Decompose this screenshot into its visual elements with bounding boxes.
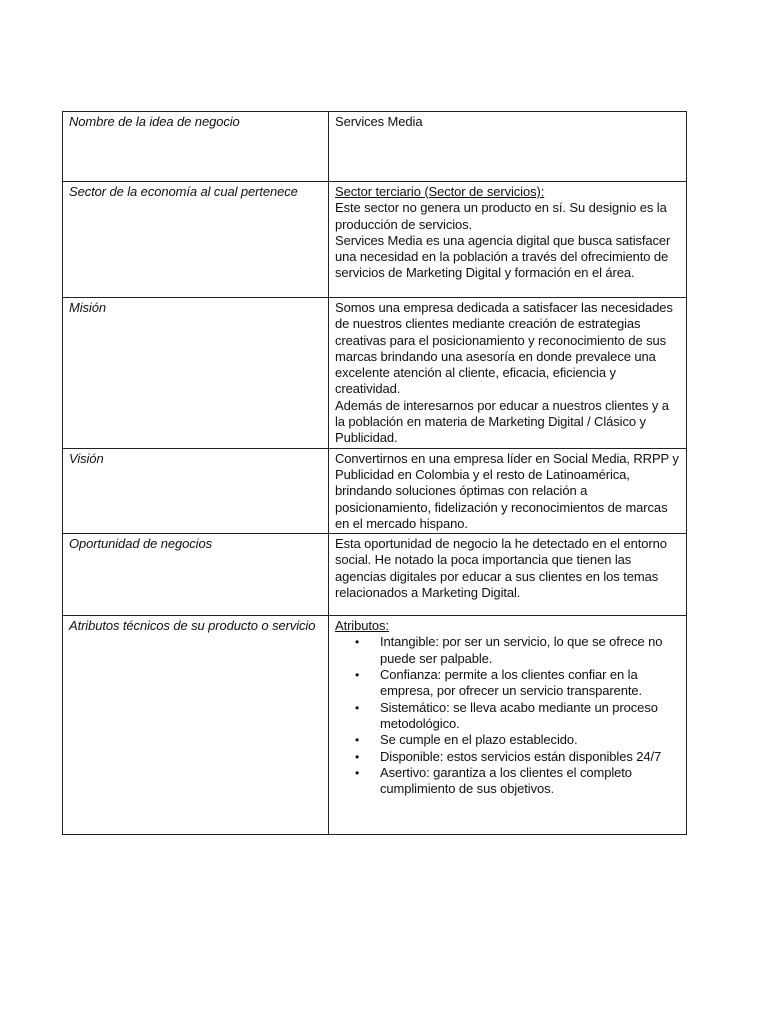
attribute-text: Se cumple en el plazo establecido. bbox=[380, 732, 578, 748]
value-technical-attributes bbox=[329, 616, 687, 835]
attribute-text: Asertivo: garantiza a los clientes el completo cumplimiento de sus objetivos. bbox=[380, 764, 632, 797]
table-row-business-opportunity bbox=[63, 534, 687, 616]
bullet-icon: • bbox=[355, 700, 360, 715]
value-economic-sector bbox=[329, 182, 687, 298]
mission-paragraph-1: Somos una empresa dedicada a satisfacer las necesidades de nuestros clientes mediante creación de estrategias creativas para el posicionamiento y reconocimiento de sus marcas brindando una asesoría en donde prevalece una excelente atención al cliente, eficacia, eficiencia y creatividad. bbox=[335, 300, 673, 397]
attributes-list bbox=[335, 634, 680, 797]
attribute-text: Sistemático: se lleva acabo mediante un proceso metodológico. bbox=[380, 699, 658, 731]
list-item bbox=[355, 764, 680, 798]
value-mission bbox=[329, 298, 687, 449]
value-vision: Convertirnos en una empresa líder en Social Media, RRPP y Publicidad en Colombia y el resto de Latinoamérica, brindando soluciones óptimas con relación a posicionamiento, fidelización y reconocimientos de marcas en el mercado hispano. bbox=[329, 448, 687, 533]
label-vision: Visión bbox=[63, 448, 329, 533]
value-business-name: Services Media bbox=[329, 112, 687, 182]
bullet-icon: • bbox=[355, 749, 360, 764]
list-item bbox=[355, 748, 680, 765]
bullet-icon: • bbox=[355, 733, 360, 748]
table-row-vision bbox=[63, 448, 687, 533]
label-economic-sector: Sector de la economía al cual pertenece bbox=[63, 182, 329, 298]
value-business-opportunity: Esta oportunidad de negocio la he detectado en el entorno social. He notado la poca importancia que tienen las agencias digitales por educar a sus clientes en los temas relacionados a Marketing Digital. bbox=[329, 534, 687, 616]
label-business-opportunity: Oportunidad de negocios bbox=[63, 534, 329, 616]
sector-heading: Sector terciario (Sector de servicios): bbox=[335, 184, 545, 199]
list-item bbox=[355, 732, 680, 748]
table-row-business-name bbox=[63, 112, 687, 182]
mission-paragraph-2: Además de interesarnos por educar a nuestros clientes y a la población en materia de Marketing Digital / Clásico y Publicidad. bbox=[335, 397, 669, 446]
attribute-text: Confianza: permite a los clientes confiar en la empresa, por ofrecer un servicio transparente. bbox=[380, 667, 643, 699]
list-item bbox=[355, 634, 680, 667]
table-row-technical-attributes bbox=[63, 616, 687, 835]
list-item bbox=[355, 699, 680, 733]
attribute-text: Disponible: estos servicios están disponibles 24/7 bbox=[380, 748, 662, 764]
label-technical-attributes: Atributos técnicos de su producto o servicio bbox=[63, 616, 329, 835]
bullet-icon: • bbox=[355, 765, 360, 780]
bullet-icon: • bbox=[355, 668, 360, 683]
bullet-icon: • bbox=[355, 635, 360, 650]
label-business-name: Nombre de la idea de negocio bbox=[63, 112, 329, 182]
table-row-economic-sector bbox=[63, 182, 687, 298]
attribute-text: Intangible: por ser un servicio, lo que se ofrece no puede ser palpable. bbox=[380, 634, 663, 666]
label-mission: Misión bbox=[63, 298, 329, 449]
table-row-mission bbox=[63, 298, 687, 449]
business-idea-table bbox=[62, 111, 687, 835]
sector-paragraph-1: Este sector no genera un producto en sí. Su designio es la producción de servicios. bbox=[335, 200, 667, 232]
sector-paragraph-2: Services Media es una agencia digital que busca satisfacer una necesidad en la población a través del ofrecimiento de servicios de Marketing Digital y formación en el área. bbox=[335, 232, 671, 281]
attributes-heading: Atributos: bbox=[335, 618, 389, 634]
list-item bbox=[355, 667, 680, 700]
